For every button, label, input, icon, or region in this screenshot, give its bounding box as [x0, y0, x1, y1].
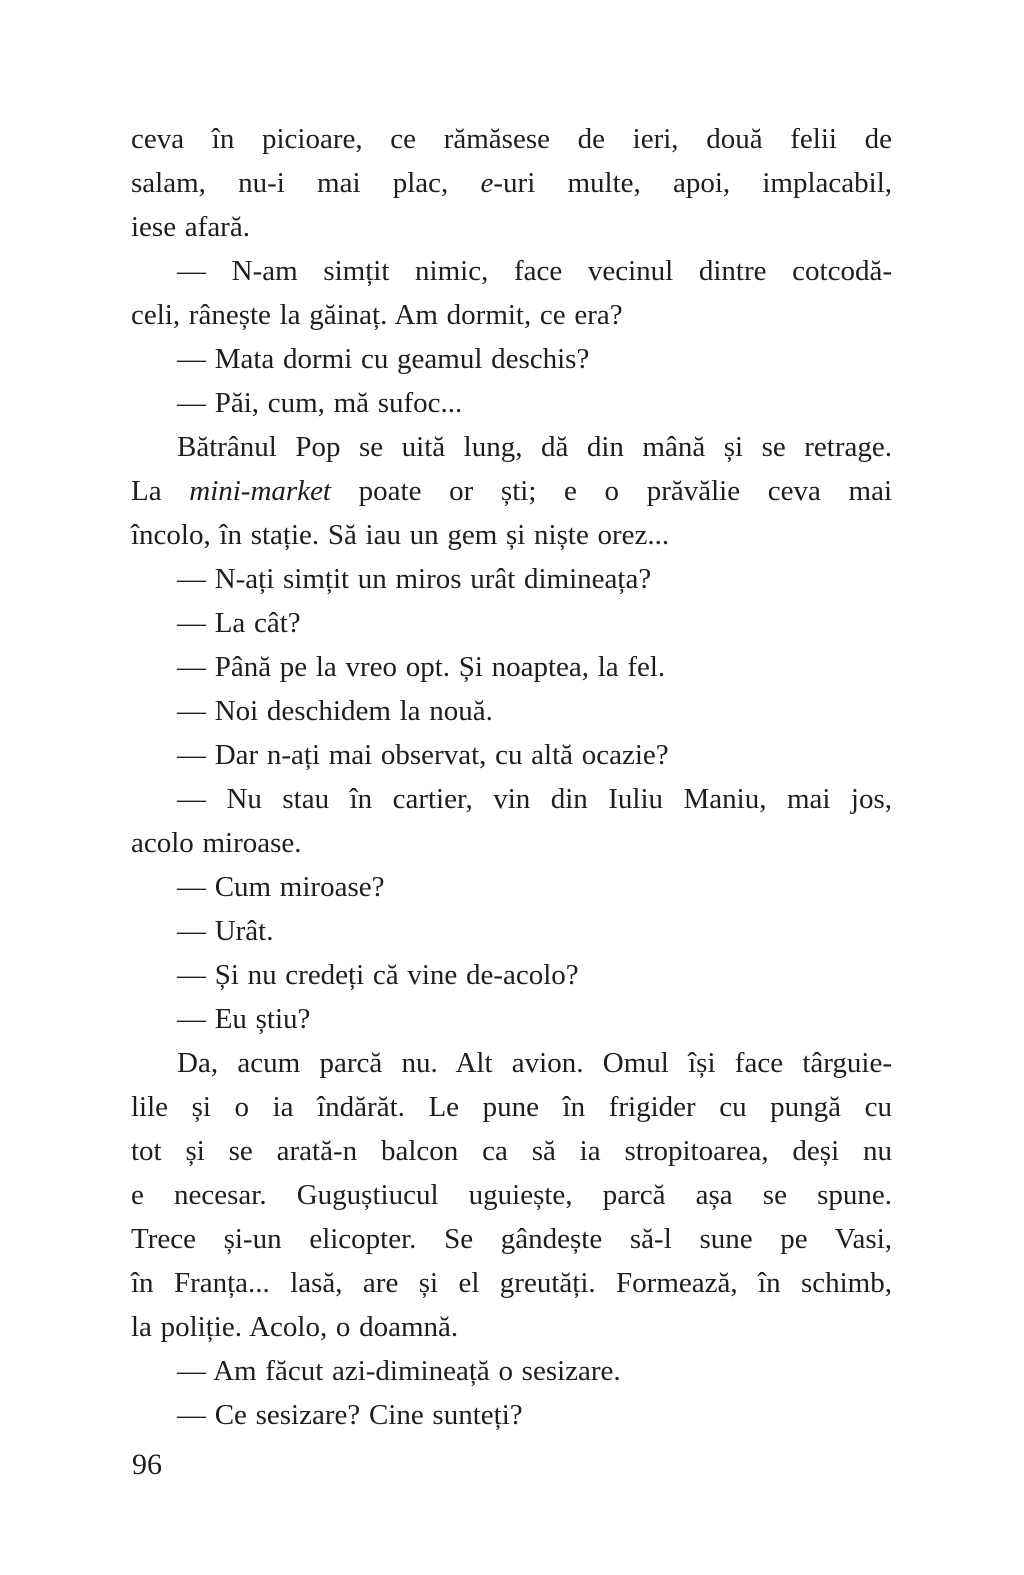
text-line	[131, 205, 892, 249]
text-line	[131, 1173, 892, 1217]
text-segment: — Până pe la vreo opt. Și noaptea, la fel.	[177, 651, 666, 683]
text-segment: Bătrânul Pop se uită lung, dă din mână și se retrage.	[177, 431, 892, 463]
text-segment: tot și se arată-n balcon ca să ia stropitoarea, deși nu	[131, 1135, 892, 1167]
text-line	[131, 645, 892, 689]
text-segment: acolo miroase.	[131, 827, 302, 859]
paragraph	[131, 425, 892, 557]
text-segment: La	[131, 475, 190, 507]
text-line	[131, 469, 892, 513]
text-segment: celi, rânește la găinaț. Am dormit, ce era?	[131, 299, 623, 331]
text-line	[131, 1305, 892, 1349]
paragraph	[131, 733, 892, 777]
italic-text: e	[480, 167, 494, 199]
text-line	[131, 425, 892, 469]
text-line	[131, 557, 892, 601]
text-line	[131, 293, 892, 337]
text-segment: încolo, în stație. Să iau un gem și niște orez...	[131, 519, 670, 551]
paragraph	[131, 689, 892, 733]
paragraph	[131, 337, 892, 381]
text-line	[131, 1393, 892, 1437]
paragraph	[131, 1041, 892, 1349]
text-line	[131, 1349, 892, 1393]
paragraph	[131, 645, 892, 689]
text-line	[131, 689, 892, 733]
text-line	[131, 997, 892, 1041]
text-segment: — Și nu credeți că vine de-acolo?	[177, 959, 579, 991]
text-segment: lile și o ia îndărăt. Le pune în frigider cu pungă cu	[131, 1091, 892, 1123]
text-line	[131, 1085, 892, 1129]
text-segment: — Eu știu?	[177, 1003, 311, 1035]
text-segment: salam, nu-i mai plac,	[131, 167, 481, 199]
text-segment: — N-ați simțit un miros urât dimineața?	[177, 563, 652, 595]
text-line	[131, 909, 892, 953]
text-line	[131, 1041, 892, 1085]
text-line	[131, 513, 892, 557]
paragraph	[131, 1393, 892, 1437]
text-segment: — Dar n-ați mai observat, cu altă ocazie?	[177, 739, 669, 771]
text-line	[131, 337, 892, 381]
text-segment: în Franța... lasă, are și el greutăți. Formează, în schimb,	[131, 1267, 892, 1299]
paragraph	[131, 117, 892, 249]
italic-text: mini-market	[189, 475, 331, 507]
text-segment: poate or ști; e o prăvălie ceva mai	[331, 475, 892, 507]
text-segment: ceva în picioare, ce rămăsese de ieri, două felii de	[131, 123, 892, 155]
paragraph	[131, 909, 892, 953]
text-segment: — Urât.	[177, 915, 274, 947]
text-line	[131, 249, 892, 293]
text-segment: Da, acum parcă nu. Alt avion. Omul își face târguie-	[177, 1047, 892, 1079]
paragraph	[131, 953, 892, 997]
text-line	[131, 117, 892, 161]
paragraph	[131, 997, 892, 1041]
text-line	[131, 821, 892, 865]
text-segment: — Noi deschidem la nouă.	[177, 695, 493, 727]
page-number: 96	[132, 1448, 162, 1481]
text-segment: — Nu stau în cartier, vin din Iuliu Maniu, mai jos,	[177, 783, 892, 815]
text-line	[131, 953, 892, 997]
paragraph	[131, 381, 892, 425]
paragraph	[131, 865, 892, 909]
text-segment: — Păi, cum, mă sufoc...	[177, 387, 463, 419]
text-block	[131, 117, 892, 1437]
paragraph	[131, 249, 892, 337]
text-segment: -uri multe, apoi, implacabil,	[493, 167, 893, 199]
paragraph	[131, 1349, 892, 1393]
text-segment: — N-am simțit nimic, face vecinul dintre cotcodă-	[177, 255, 892, 287]
text-segment: — La cât?	[177, 607, 301, 639]
text-segment: — Ce sesizare? Cine sunteți?	[177, 1399, 523, 1431]
text-segment: — Mata dormi cu geamul deschis?	[177, 343, 590, 375]
paragraph	[131, 557, 892, 601]
text-line	[131, 865, 892, 909]
paragraph	[131, 601, 892, 645]
text-segment: la poliție. Acolo, o doamnă.	[131, 1311, 459, 1343]
text-line	[131, 777, 892, 821]
text-segment: Trece și-un elicopter. Se gândește să-l sune pe Vasi,	[131, 1223, 892, 1255]
text-segment: iese afară.	[131, 211, 250, 243]
text-line	[131, 733, 892, 777]
text-segment: — Am făcut azi-dimineață o sesizare.	[177, 1355, 621, 1387]
text-segment: — Cum miroase?	[177, 871, 385, 903]
text-line	[131, 1129, 892, 1173]
text-segment: e necesar. Guguștiucul uguiește, parcă așa se spune.	[131, 1179, 892, 1211]
text-line	[131, 1217, 892, 1261]
text-line	[131, 1261, 892, 1305]
text-line	[131, 381, 892, 425]
text-line	[131, 601, 892, 645]
paragraph	[131, 777, 892, 865]
text-line	[131, 161, 892, 205]
